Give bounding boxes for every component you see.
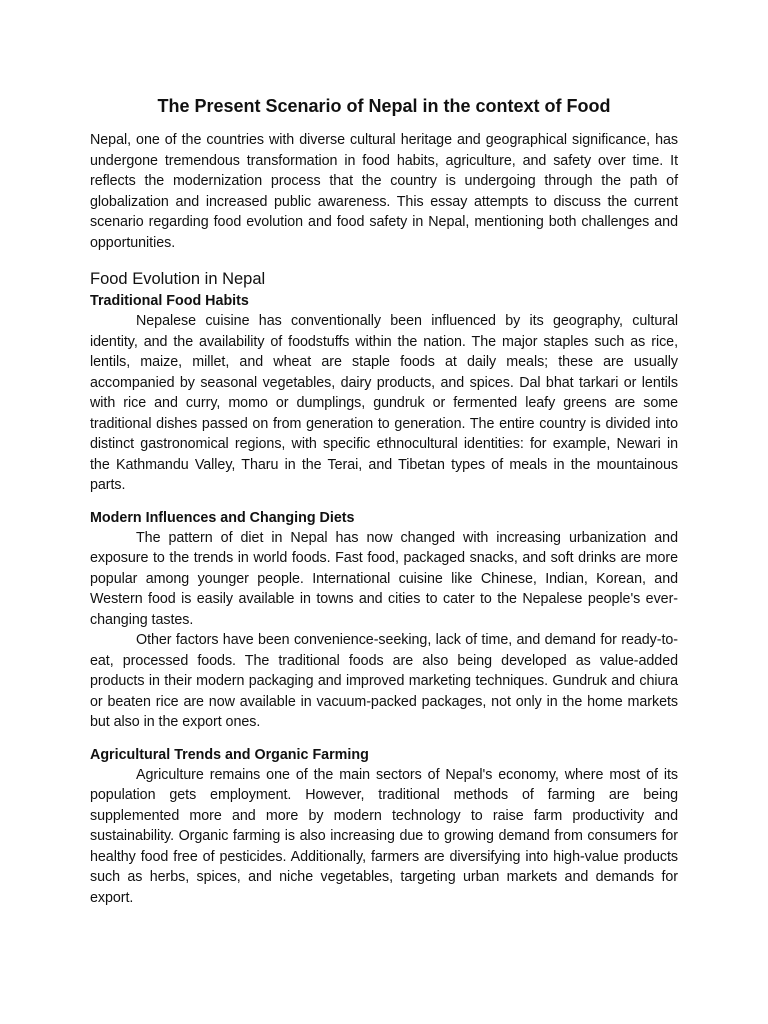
subheading-traditional-food-habits: Traditional Food Habits [90,293,249,309]
subheading-modern-influences: Modern Influences and Changing Diets [90,509,355,526]
document-title: The Present Scenario of Nepal in the context of Food [157,96,611,116]
intro-paragraph: Nepal, one of the countries with diverse cultural heritage and geographical significance, has undergone tremendous transformation in food habits, agriculture, and safety over time. It reflects the modernization process that the country is undergoing through the path of globalization and increased public awareness. This essay attempts to discuss the current scenario regarding food evolution and food safety in Nepal, mentioning both challenges and opportunities. [90,132,678,251]
modern-influences-paragraph-2: Other factors have been convenience-seeking, lack of time, and demand for ready-to-eat, processed foods. The traditional foods are also being developed as value-added products in their modern packaging and improved marketing techniques. Gundruk and chiura or beaten rice are now available in vacuum-packed packages, not only in the home markets but also in the export ones. [90,632,678,730]
subheading-agricultural-trends: Agricultural Trends and Organic Farming [90,746,369,763]
modern-influences-paragraph-1: The pattern of diet in Nepal has now changed with increasing urbanization and exposure to the trends in world foods. Fast food, packaged snacks, and soft drinks are more popular among younger people. International cuisine like Chinese, Indian, Korean, and Western food is easily available in towns and cities to cater to the Nepalese people's ever-changing tastes. [90,529,678,628]
agricultural-trends-paragraph: Agriculture remains one of the main sectors of Nepal's economy, where most of its population gets employment. However, traditional methods of farming are being supplemented more and more by modern technology to raise farm productivity and sustainability. Organic farming is also increasing due to growing demand from consumers for healthy food free of pesticides. Additionally, farmers are diversifying into high-value products such as herbs, spices, and niche vegetables, targeting urban markets and demands for export. [90,766,678,906]
traditional-food-paragraph: Nepalese cuisine has conventionally been influenced by its geography, cultural identity, and the availability of foodstuffs within the nation. The major staples such as rice, lentils, maize, millet, and wheat are staple foods at daily meals; these are usually accompanied by seasonal vegetables, dairy products, and spices. Dal bhat tarkari or lentils with rice and curry, momo or dumplings, gundruk or fermented leafy greens are some traditional dishes passed on from generation to generation. The entire country is divided into distinct gastronomical regions, with specific ethnocultural identities: for example, Newari in the Kathmandu Valley, Tharu in the Terai, and Tibetan types of meals in the mountainous parts. [90,313,678,493]
section-heading-food-evolution: Food Evolution in Nepal [90,270,266,288]
